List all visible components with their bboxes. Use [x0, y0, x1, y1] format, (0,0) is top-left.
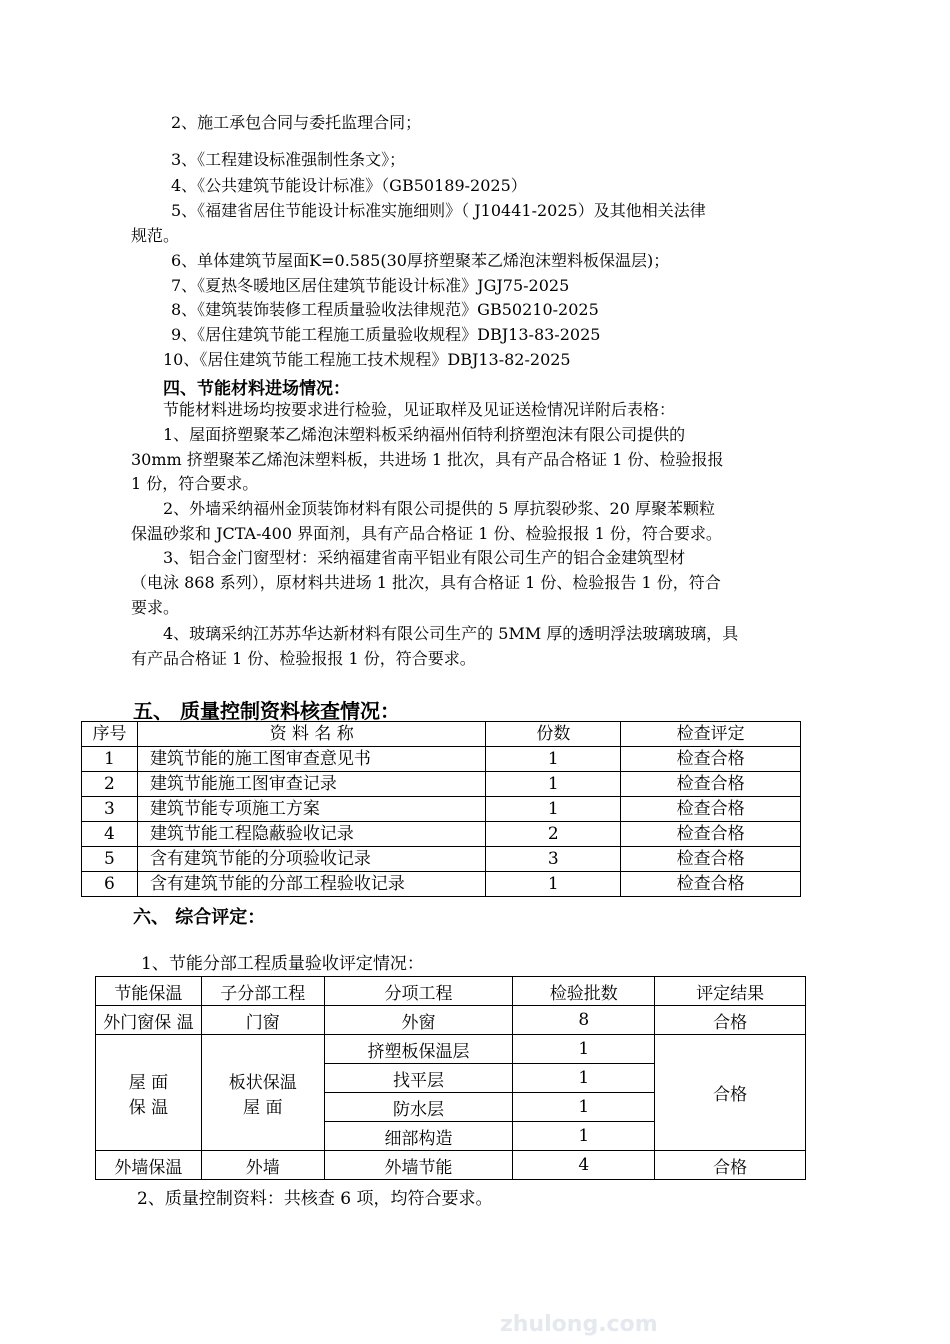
- table-cell: 1: [82, 747, 138, 772]
- table-cell: 4: [513, 1151, 655, 1180]
- table-cell: 建筑节能的施工图审查意见书: [137, 747, 485, 772]
- basis-item-3: 3、《工程建设标准强制性条文》；: [171, 150, 406, 169]
- table-cell: 外墙: [201, 1151, 324, 1180]
- table-cell: 1: [513, 1122, 655, 1151]
- table-cell: 合格: [655, 1035, 806, 1151]
- table-cell: 检查合格: [621, 772, 801, 797]
- table-row: [96, 1006, 806, 1035]
- table-header-row: [96, 977, 806, 1006]
- table-cell: 建筑节能专项施工方案: [137, 797, 485, 822]
- table-cell: 合格: [655, 1151, 806, 1180]
- evaluation-table: [95, 976, 806, 1180]
- header-cell: 检验批数: [513, 977, 655, 1006]
- watermark: zhulong.com: [500, 1312, 658, 1337]
- table-cell: 1: [486, 772, 621, 797]
- section4-heading: 四、节能材料进场情况：: [163, 379, 350, 399]
- table-cell: 外窗: [324, 1006, 513, 1035]
- table-row: [82, 847, 801, 872]
- header-cell: 资 料 名 称: [137, 722, 485, 747]
- basis-item-2: 2、施工承包合同与委托监理合同；: [171, 113, 422, 132]
- table-row: [96, 1035, 806, 1064]
- material-1-line-1: 1、屋面挤塑聚苯乙烯泡沫塑料板采纳福州佰特利挤塑泡沫有限公司提供的: [163, 425, 686, 444]
- table-row: [82, 797, 801, 822]
- table-cell: 建筑节能施工图审查记录: [137, 772, 485, 797]
- roof-category-line-2: 保 温: [128, 1097, 169, 1118]
- table-row: [82, 872, 801, 897]
- material-1-line-2: 30mm 挤塑聚苯乙烯泡沫塑料板，共进场 1 批次，具有产品合格证 1 份、检验报报: [131, 450, 724, 469]
- table-cell: 1: [486, 797, 621, 822]
- roof-subsection-line-2: 屋 面: [243, 1097, 283, 1118]
- table-row: [82, 747, 801, 772]
- material-2-line-2: 保温砂浆和 JCTA-400 界面剂，具有产品合格证 1 份、检验报报 1 份，符合要求。: [131, 524, 722, 543]
- material-3-line-2: （电泳 868 系列），原材料共进场 1 批次，具有合格证 1 份、检验报告 1 份，符合: [131, 573, 721, 592]
- table-cell: 合格: [655, 1006, 806, 1035]
- table-cell: 外墙保温: [96, 1151, 202, 1180]
- header-cell: 份数: [486, 722, 621, 747]
- table-cell: 含有建筑节能的分项验收记录: [137, 847, 485, 872]
- header-cell: 检查评定: [621, 722, 801, 747]
- table-cell: 检查合格: [621, 822, 801, 847]
- table-cell: 1: [513, 1035, 655, 1064]
- material-3-line-3: 要求。: [131, 598, 180, 617]
- header-cell: 子分部工程: [201, 977, 324, 1006]
- basis-item-9: 9、《居住建筑节能工程施工质量验收规程》DBJ13-83-2025: [171, 325, 601, 344]
- table-cell: 2: [82, 772, 138, 797]
- table-row: [96, 1151, 806, 1180]
- basis-item-10: 10、《居住建筑节能工程施工技术规程》DBJ13-82-2025: [163, 350, 571, 369]
- table-cell: 3: [82, 797, 138, 822]
- table-cell: 细部构造: [324, 1122, 513, 1151]
- section5-heading: 五、 质量控制资料核查情况：: [133, 699, 400, 723]
- material-2-line-1: 2、外墙采纳福州金顶装饰材料有限公司提供的 5 厚抗裂砂浆、20 厚聚苯颗粒: [163, 499, 715, 518]
- header-cell: 分项工程: [324, 977, 513, 1006]
- basis-item-6: 6、单体建筑节屋面K=0.585(30厚挤塑聚苯乙烯泡沫塑料板保温层)；: [171, 251, 670, 270]
- table-cell: 外门窗保 温: [96, 1006, 202, 1035]
- table-cell: 8: [513, 1006, 655, 1035]
- table-cell: 检查合格: [621, 747, 801, 772]
- table-header-row: [82, 722, 801, 747]
- evaluation-subheading: 1、节能分部工程质量验收评定情况：: [141, 954, 424, 974]
- material-3-line-1: 3、铝合金门窗型材：采纳福建省南平铝业有限公司生产的铝合金建筑型材: [163, 548, 686, 567]
- header-cell: 序号: [82, 722, 138, 747]
- basis-item-5: 5、《福建省居住节能设计标准实施细则》（ J10441-2025）及其他相关法律: [171, 201, 706, 220]
- table-cell: 1: [513, 1064, 655, 1093]
- table-cell: 含有建筑节能的分部工程验收记录: [137, 872, 485, 897]
- table-cell: [201, 1035, 324, 1151]
- table-cell: 6: [82, 872, 138, 897]
- table-cell: [96, 1035, 202, 1151]
- table-cell: 1: [513, 1093, 655, 1122]
- table-cell: 4: [82, 822, 138, 847]
- table-cell: 建筑节能工程隐蔽验收记录: [137, 822, 485, 847]
- basis-item-5-cont: 规范。: [131, 226, 180, 245]
- table-cell: 挤塑板保温层: [324, 1035, 513, 1064]
- table-cell: 门窗: [201, 1006, 324, 1035]
- table-cell: 检查合格: [621, 872, 801, 897]
- material-1-line-3: 1 份，符合要求。: [131, 474, 259, 493]
- basis-item-4: 4、《公共建筑节能设计标准》（GB50189-2025）: [171, 176, 527, 195]
- table-cell: 防水层: [324, 1093, 513, 1122]
- material-4-line-2: 有产品合格证 1 份、检验报报 1 份，符合要求。: [131, 649, 476, 668]
- header-cell: 评定结果: [655, 977, 806, 1006]
- table-row: [82, 822, 801, 847]
- basis-item-8: 8、《建筑装饰装修工程质量验收法律规范》GB50210-2025: [171, 300, 599, 319]
- table-cell: 1: [486, 747, 621, 772]
- roof-subsection-line-1: 板状保温: [228, 1072, 297, 1093]
- table-cell: 5: [82, 847, 138, 872]
- table-cell: 1: [486, 872, 621, 897]
- quality-docs-table: [81, 721, 801, 897]
- table-cell: 2: [486, 822, 621, 847]
- table-cell: 找平层: [324, 1064, 513, 1093]
- basis-item-7: 7、《夏热冬暖地区居住建筑节能设计标准》JGJ75-2025: [171, 276, 570, 295]
- table-cell: 外墙节能: [324, 1151, 513, 1180]
- section6-heading: 六、 综合评定：: [133, 907, 266, 928]
- header-cell: 节能保温: [96, 977, 202, 1006]
- roof-category-line-1: 屋 面: [128, 1072, 169, 1093]
- section4-intro: 节能材料进场均按要求进行检验，见证取样及见证送检情况详附后表格：: [163, 400, 676, 419]
- table-row: [82, 772, 801, 797]
- material-4-line-1: 4、玻璃采纳江苏苏华达新材料有限公司生产的 5MM 厚的透明浮法玻璃玻璃，具: [163, 624, 739, 643]
- table-cell: 检查合格: [621, 847, 801, 872]
- quality-docs-summary: 2、质量控制资料：共核查 6 项，均符合要求。: [137, 1189, 493, 1209]
- table-cell: 检查合格: [621, 797, 801, 822]
- table-cell: 3: [486, 847, 621, 872]
